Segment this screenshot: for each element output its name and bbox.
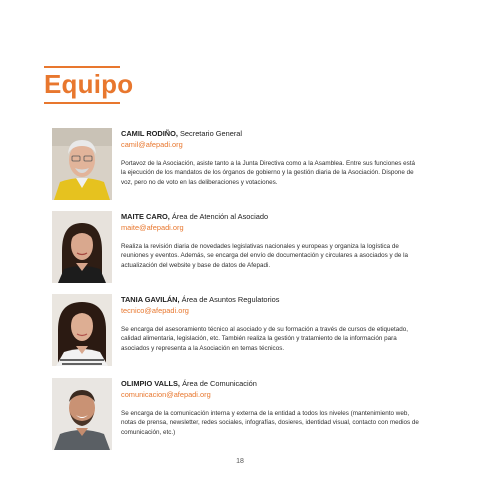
member-email[interactable]: maite@afepadi.org [121,223,184,232]
member-name: CAMIL RODIÑO, [121,129,178,138]
member-email[interactable]: comunicacion@afepadi.org [121,390,211,399]
member-email[interactable]: tecnico@afepadi.org [121,306,189,315]
member-name: TANIA GAVILÁN, [121,295,180,304]
member-role: Secretario General [180,129,243,138]
member-photo [52,128,112,200]
member-name-line [121,379,421,389]
page-number: 18 [236,458,244,465]
member-description: Se encarga de la comunicación interna y externa de la entidad a todos los niveles (mantenimiento web, notas de prensa, newsletter, redes sociales, infografías, dosieres, identidad visual, contacto con medios de comunicación, etc.) [121,410,419,436]
member-role: Área de Comunicación [182,379,257,388]
member-description: Portavoz de la Asociación, asiste tanto a la Junta Directiva como a la Asamblea. Entre sus funciones está la ejecución de los mandatos de los órganos de gobierno y la gestión diaria de la Asociación. Dispone de voz, pero no de voto en las deliberaciones y votaciones. [121,160,416,186]
member-role: Área de Atención al Asociado [171,212,269,221]
member-name: OLIMPIO VALLS, [121,379,180,388]
member-photo [52,294,112,366]
member-photo [52,211,112,283]
member-name: MAITE CARO, [121,212,170,221]
member-name-line [121,212,421,222]
member-email[interactable]: camil@afepadi.org [121,140,183,149]
member-description: Se encarga del asesoramiento técnico al asociado y de su formación a través de cursos de etiquetado, calidad alimentaria, legislación, etc. También realiza la gestión y tratamiento de la información para asociados y representa a la Asociación en temas técnicos. [121,326,409,352]
member-description: Realiza la revisión diaria de novedades legislativas nacionales y europeas y organiza la logística de reuniones y eventos. Además, se encarga del envío de documentación y circulares a asociados y de la actualización del website y base de datos de Afepadi. [121,243,409,269]
member-name-line [121,129,421,139]
member-photo [52,378,112,450]
member-role: Área de Asuntos Regulatorios [181,295,280,304]
page-title: Equipo [44,69,134,99]
heading-rule-bottom [44,102,120,104]
member-name-line [121,295,421,305]
